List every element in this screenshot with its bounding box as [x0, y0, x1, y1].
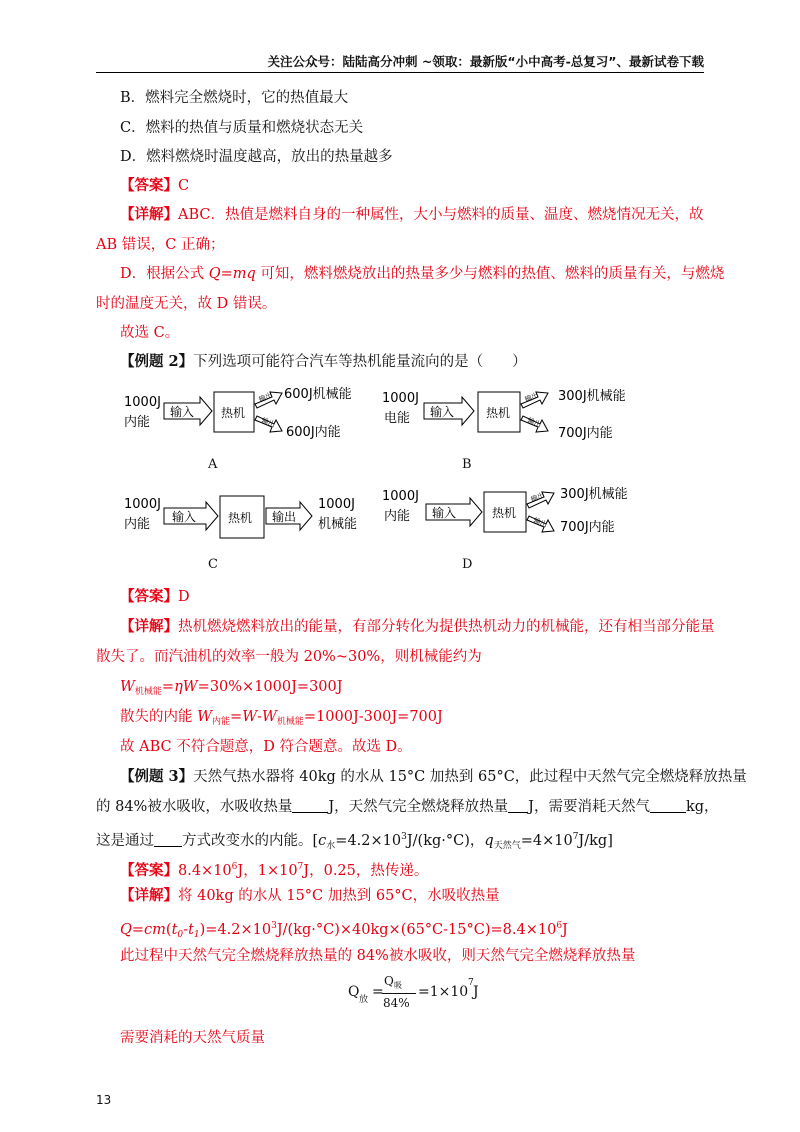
diagram-d-in-amount: 1000J — [382, 489, 419, 504]
input-label: 输入 — [432, 506, 457, 520]
diagram-a-in-amount: 1000J — [124, 395, 161, 410]
diagram-c-out1-amount: 1000J — [318, 497, 355, 512]
ex1-answer-line — [120, 176, 189, 196]
subscript: 吸 — [394, 981, 402, 990]
question-text: =4.2×10 — [335, 833, 402, 849]
option-c: C．燃料的热值与质量和燃烧状态无关 — [120, 120, 364, 136]
equals: = — [161, 679, 175, 695]
diagram-a-in-type: 内能 — [124, 415, 151, 430]
formula-rest: J — [562, 922, 568, 938]
formula-prefix: 散失的内能 — [120, 709, 198, 725]
output-label: 输出 — [272, 510, 297, 524]
symbol-q: Q — [348, 984, 360, 1000]
ex3-detail-line-5: 需要消耗的天然气质量 — [120, 1030, 265, 1046]
paren: ) — [199, 922, 206, 938]
answer-value: J，1×10 — [237, 863, 298, 879]
option-b: B．燃料完全燃烧时，它的热值最大 — [120, 90, 349, 106]
subscript: 1 — [193, 930, 200, 940]
diagram-a — [120, 380, 370, 452]
diagram-b-out1: 300J机械能 — [558, 389, 626, 404]
subscript: 机械能 — [276, 717, 304, 727]
detail-text: D．根据公式 — [120, 266, 209, 282]
formula-rest: J/(kg·°C)×40kg×(65°C-15°C)=8.4×10 — [276, 922, 557, 938]
question-text: J，天然气完全燃烧释放热量 — [328, 799, 509, 815]
answer-tag: 【答案】 — [120, 862, 178, 879]
minus: - — [257, 709, 262, 725]
superscript: 6 — [231, 862, 238, 872]
formula-result: =1×10 — [418, 984, 469, 1000]
symbol-q: q — [484, 833, 494, 849]
symbol-t: t — [171, 922, 178, 938]
symbol-w: W — [262, 709, 277, 725]
question-text: J/kg] — [578, 833, 613, 849]
subscript: 天然气 — [493, 841, 521, 851]
answer-value: J，0.25，热传递。 — [303, 863, 429, 879]
detail-text: 将 40kg 的水从 15°C 加热到 65°C，水吸收热量 — [178, 888, 500, 904]
machine-label: 热机 — [228, 511, 253, 525]
detail-text: 热机燃烧燃料放出的能量，有部分转化为提供热机动力的机械能，还有相当部分能量 — [178, 619, 715, 635]
formula-rest: =30%×1000J=300J — [197, 679, 343, 695]
output-label: 输出 — [523, 391, 540, 404]
q-release-formula: Q 放 = Q 吸 84% =1×10 7 J — [348, 974, 479, 1010]
answer-value: 8.4×10 — [178, 863, 232, 879]
ex2-detail-line-2: 散失了。而汽油机的效率一般为 20%~30%，则机械能约为 — [96, 649, 482, 665]
output-label: 输出 — [532, 516, 549, 530]
example-tag: 【例题 2】 — [120, 353, 194, 370]
answer-blank-3[interactable] — [650, 798, 686, 813]
symbol-w: W — [242, 709, 258, 725]
diagram-a-out1: 600J机械能 — [284, 387, 352, 402]
superscript: 3 — [401, 832, 407, 842]
detail-tag: 【详解】 — [120, 618, 178, 635]
superscript: 7 — [297, 862, 304, 872]
symbol-q: Q — [208, 266, 221, 282]
ex3-answer-line — [120, 857, 428, 881]
diagram-b-out2: 700J内能 — [558, 426, 613, 441]
answer-value: C — [178, 178, 190, 194]
diagram-b-in-type: 电能 — [384, 411, 411, 426]
header-text: 关注公众号：陆陆高分冲刺 ~领取：最新版“小中高考-总复习”、最新试卷下载 — [267, 54, 704, 69]
question-text: 的 84%被水吸收，水吸收热量 — [96, 799, 293, 815]
ex3-detail-line-1 — [120, 886, 500, 906]
diagram-d — [382, 480, 652, 556]
symbol-q: Q — [120, 922, 132, 938]
ex2-conclusion: 故 ABC 不符合题意，D 符合题意。故选 D。 — [120, 739, 412, 755]
question-text: 天然气热水器将 40kg 的水从 15°C 加热到 65°C，此过程中天然气完全燃烧释放热量 — [193, 769, 747, 785]
question-text: 方式改变水的内能。[ — [182, 833, 319, 849]
output-label: 输出 — [529, 491, 546, 504]
fraction-bar — [382, 993, 416, 994]
ex1-detail-line-4: 时的温度无关，故 D 错误。 — [96, 296, 277, 312]
subscript: 0 — [177, 930, 184, 940]
fraction-denominator: 84% — [383, 996, 410, 1010]
question-text: J/(kg·°C)， — [406, 833, 485, 849]
symbol-eta-w: ηW — [174, 679, 198, 695]
question-text: J，需要消耗天然气 — [528, 799, 650, 815]
diagram-b-in-amount: 1000J — [382, 391, 419, 406]
ex3-q-formula — [120, 916, 568, 945]
diagram-a-label: A — [208, 457, 218, 472]
equals: = — [220, 266, 233, 282]
equals: = — [131, 922, 145, 938]
diagram-c-out1-type: 机械能 — [318, 517, 358, 532]
diagram-c-label: C — [208, 557, 218, 572]
ex3-detail-line-3: 此过程中天然气完全燃烧释放热量的 84%被水吸收，则天然气完全燃烧释放热量 — [120, 948, 636, 964]
ex2-detail-line-1 — [120, 617, 715, 637]
formula-rest: =4.2×10 — [205, 922, 272, 938]
superscript: 7 — [468, 978, 474, 988]
symbol-c: c — [318, 833, 327, 849]
input-label: 输入 — [172, 510, 197, 524]
diagram-d-out1: 300J机械能 — [560, 487, 628, 502]
detail-text: 可知，燃料燃烧放出的热量多少与燃料的热值、燃料的质量有关，与燃烧 — [255, 266, 725, 282]
ex1-detail-line-1 — [120, 205, 704, 225]
diagram-d-out2: 700J内能 — [560, 520, 615, 535]
ex2-w-heat-formula — [120, 707, 443, 732]
diagram-d-label: D — [462, 557, 473, 572]
page-header — [96, 50, 704, 73]
input-label: 输入 — [430, 405, 455, 419]
diagram-b-label: B — [462, 457, 472, 472]
answer-value: D — [178, 589, 190, 605]
subscript: 内能 — [212, 717, 231, 727]
superscript: 6 — [556, 921, 563, 931]
ex2-question — [120, 352, 527, 372]
diagram-d-in-type: 内能 — [384, 509, 411, 524]
subscript: 放 — [359, 995, 369, 1005]
superscript: 3 — [271, 921, 277, 931]
ex1-conclusion: 故选 C。 — [120, 325, 180, 341]
output-label: 输出 — [260, 416, 277, 430]
fraction-numerator: Q — [384, 974, 394, 988]
output-label: 输出 — [257, 391, 274, 404]
ex3-question-line-1 — [120, 767, 747, 787]
superscript: 7 — [572, 832, 579, 842]
detail-tag: 【详解】 — [120, 887, 178, 904]
symbol-w: W — [197, 709, 213, 725]
question-text: 这是通过 — [96, 833, 154, 849]
subscript: 水 — [326, 841, 336, 851]
symbol-mq: mq — [232, 266, 256, 282]
answer-tag: 【答案】 — [120, 588, 178, 605]
answer-tag: 【答案】 — [120, 177, 178, 194]
subscript: 机械能 — [134, 687, 162, 697]
detail-text: ABC．热值是燃料自身的一种属性，大小与燃料的质量、温度、燃烧情况无关，故 — [178, 207, 704, 223]
symbol-cm: cm — [144, 922, 166, 938]
ex1-detail-line-3 — [120, 264, 724, 284]
symbol-t: t — [188, 922, 194, 938]
detail-tag: 【详解】 — [120, 206, 178, 223]
diagram-c — [120, 488, 380, 556]
ex2-answer-line — [120, 587, 190, 607]
machine-label: 热机 — [486, 406, 511, 420]
answer-blank-2[interactable] — [508, 798, 528, 813]
diagram-b — [382, 380, 642, 452]
machine-label: 热机 — [492, 506, 517, 520]
diagram-a-out2: 600J内能 — [286, 425, 341, 440]
diagram-c-in-type: 内能 — [124, 517, 151, 532]
unit: J — [473, 984, 479, 1000]
minus: - — [183, 922, 189, 938]
page-number: 13 — [96, 1093, 112, 1107]
question-text: kg， — [685, 799, 719, 815]
ex2-w-mech-formula — [120, 677, 343, 702]
option-d: D．燃料燃烧时温度越高，放出的热量越多 — [120, 149, 393, 165]
diagram-c-in-amount: 1000J — [124, 497, 161, 512]
answer-blank-4[interactable] — [154, 832, 182, 847]
formula-rest: =1000J-300J=700J — [303, 709, 443, 725]
answer-blank-1[interactable] — [292, 798, 328, 813]
ex1-detail-line-2: AB 错误，C 正确； — [96, 237, 225, 253]
output-label: 输出 — [526, 416, 543, 430]
input-label: 输入 — [170, 405, 195, 419]
ex3-question-line-3 — [96, 827, 613, 856]
equals: = — [230, 709, 243, 725]
ex3-question-line-2 — [96, 797, 719, 817]
machine-label: 热机 — [221, 406, 246, 420]
question-text: =4×10 — [520, 833, 573, 849]
question-text: 下列选项可能符合汽车等热机能量流向的是（ ） — [193, 354, 527, 370]
symbol-w: W — [120, 679, 135, 695]
paren: ( — [165, 922, 172, 938]
example-tag: 【例题 3】 — [120, 768, 194, 785]
